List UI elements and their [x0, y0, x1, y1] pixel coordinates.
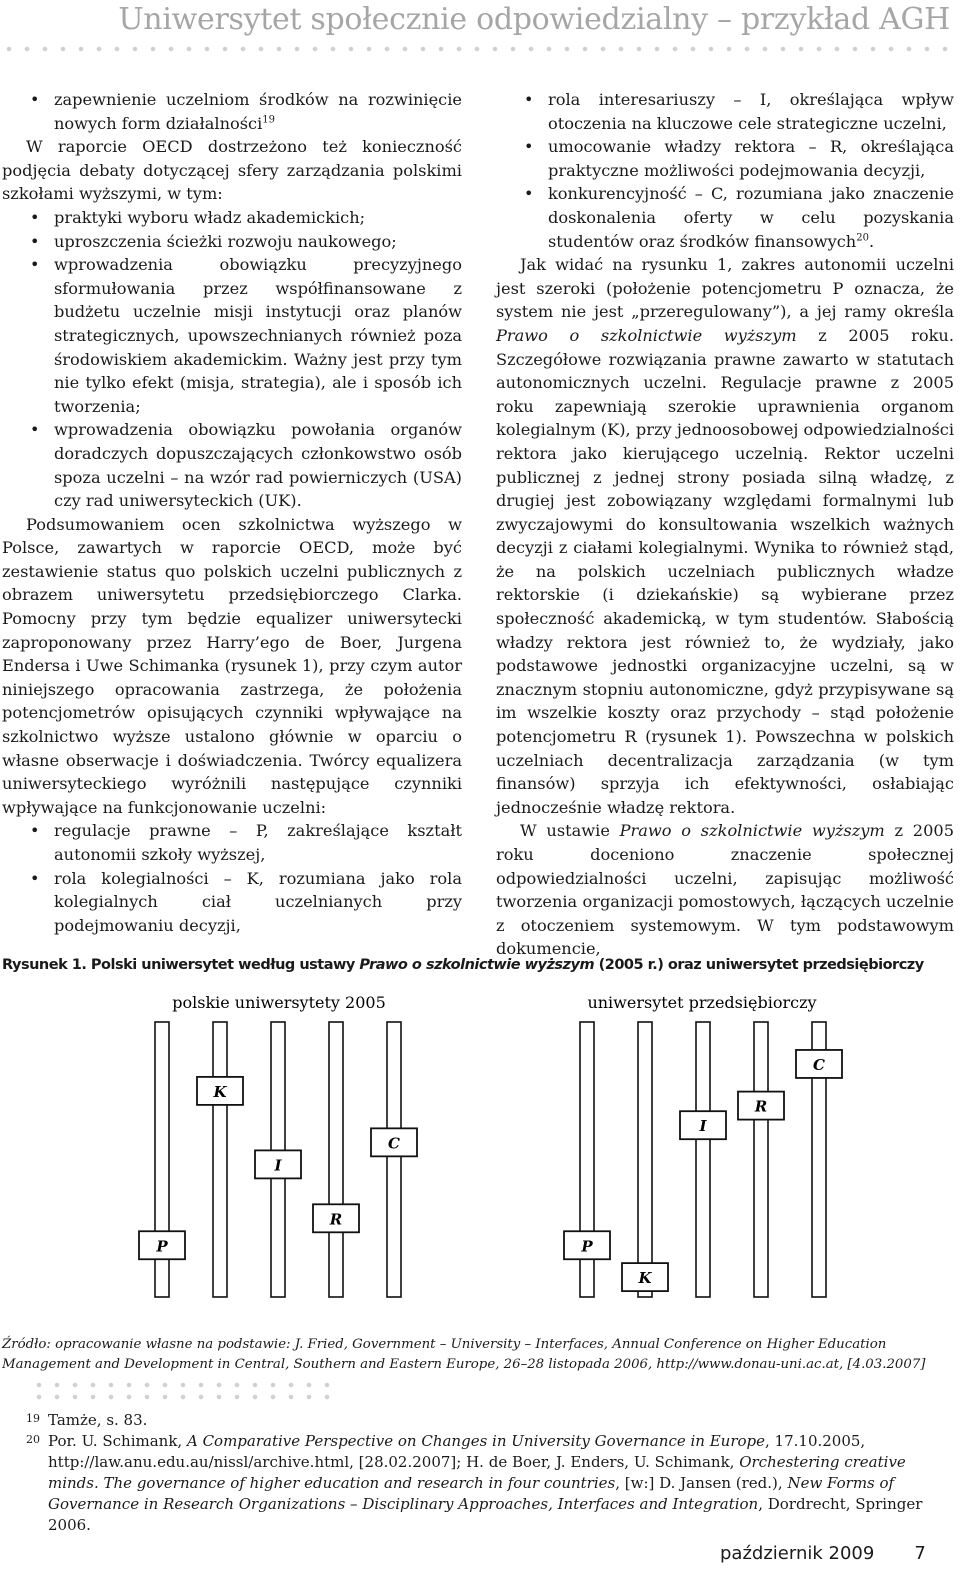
right-slider-label-i: I: [699, 1117, 707, 1136]
page-number: 7: [914, 1543, 926, 1564]
page-footer: [720, 1543, 926, 1564]
left-slider-rail-c: [387, 1022, 401, 1297]
left-slider-label-i: I: [274, 1156, 282, 1175]
paragraph: W ustawie Prawo o szkolnictwie wyższym z 2005 roku doceniono znaczenie społecznej odpowiedzialności uczelni, zapisując możliwość tworzenia organizacji pomostowych, łączących uczelnie z otoczeniem systemowym. W tym podstawowym dokumencie,: [496, 821, 954, 959]
list-item: • rola kolegialności – K, rozumiana jako rola kolegialnych ciał uczelnianych przy podejmowaniu decyzji,: [2, 867, 462, 938]
right-column: [496, 88, 954, 961]
list-item: • regulacje prawne – P, zakreślające kształt autonomii szkoły wyższej,: [2, 819, 462, 866]
left-slider-label-r: R: [329, 1210, 343, 1229]
left-slider-rail-k: [213, 1022, 227, 1297]
right-slider-label-r: R: [754, 1097, 768, 1116]
right-slider-rail-r: [754, 1022, 768, 1297]
left-slider-label-c: C: [388, 1134, 400, 1153]
paragraph: Podsumowaniem ocen szkolnictwa wyższego w Polsce, zawartych w raporcie OECD, może być zestawienie status quo polskich uczelni publicznych z obrazem uniwersytetu przedsiębiorczego Clarka. Pomocny przy tym będzie equalizer uniwersytecki zaproponowany przez Harry’ego de Boer, Jurgena Endersa i Uwe Schimanka (rysunek 1), przy czym autor niniejszego opracowania zastrzega, że położenia potencjometrów opisujących czynniki wpływające na szkolnictwo wyższe ustalono głównie w oparciu o własne obserwacje i doświadczenia. Twórcy equalizera uniwersyteckiego wyróżnili następujące czynniki wpływające na funkcjonowanie uczelni:: [2, 514, 462, 817]
footnote-dot-rule: [30, 1394, 330, 1400]
bullet-list: [2, 819, 462, 937]
right-slider-rail-k: [638, 1022, 652, 1297]
footnotes: [28, 1410, 952, 1536]
figure-caption: Rysunek 1. Polski uniwersytet według ustawy Prawo o szkolnictwie wyższym (2005 r.) oraz uniwersytet przedsiębiorczy: [2, 957, 924, 973]
left-column: [2, 88, 462, 937]
list-item: • wprowadzenia obowiązku precyzyjnego sformułowania przez współfinansowane z budżetu uczelnie misji instytucji oraz planów strategicznych, upowszechnianych również poza środowiskiem akademickim. Ważny jest przy tym nie tylko efekt (misja, strategia), ale i sposób ich tworzenia;: [2, 253, 462, 418]
figure-source: Źródło: opracowanie własne na podstawie: J. Fried, Government – University – Interfaces, Annual Conference on Higher Education Management and Development in Central, Southern and Eastern Europe, 26–28 listopada 2006, http://www.donau-uni.ac.at, [4.03.2007]: [2, 1337, 926, 1372]
issue-date: październik 2009: [720, 1543, 875, 1564]
right-panel-title: uniwersytet przedsiębiorczy: [587, 993, 817, 1012]
list-item: • wprowadzenia obowiązku powołania organów doradczych dopuszczających członkowstwo osób spoza uczelni – na wzór rad powierniczych (USA) czy rad uniwersyteckich (UK).: [2, 418, 462, 512]
bullet-list: [2, 206, 462, 513]
list-item: • konkurencyjność – C, rozumiana jako znaczenie doskonalenia oferty w celu pozyskania studentów oraz środków finansowych$^{20}$.: [496, 182, 954, 253]
paragraph: W raporcie OECD dostrzeżono też konieczność podjęcia debaty dotyczącej sfery zarządzania polskimi szkołami wyższymi, w tym:: [2, 137, 462, 204]
right-slider-label-k: K: [638, 1269, 652, 1288]
list-item: • uproszczenia ścieżki rozwoju naukowego;: [2, 230, 462, 254]
bullet-list: [496, 88, 954, 253]
running-header: Uniwersytet społecznie odpowiedzialny – przykład AGH: [118, 2, 950, 37]
list-item: • praktyki wyboru władz akademickich;: [2, 206, 462, 230]
equalizer-figure: [0, 982, 960, 1322]
left-equalizer-panel: [139, 1022, 417, 1297]
header-dot-rule: [0, 46, 960, 52]
list-item: • rola interesariuszy – I, określająca wpływ otoczenia na kluczowe cele strategiczne uczelni,: [496, 88, 954, 135]
list-item: • zapewnienie uczelniom środków na rozwinięcie nowych form działalności$^{19}$: [2, 88, 462, 135]
right-slider-label-c: C: [813, 1055, 825, 1074]
paragraph: Jak widać na rysunku 1, zakres autonomii uczelni jest szeroki (położenie potencjometru P oznacza, że system nie jest „przeregulowany”), a jej ramy określa Prawo o szkolnictwie wyższym z 2005 roku. Szczegółowe rozwiązania prawne zawarto w statutach autonomicznych uczelni. Regulacje prawne z 2005 roku zapewniają szerokie uprawnienia organom kolegialnym (K), przy jednoosobowej odpowiedzialności rektora jako kierującego uczelnią. Rektor uczelni publicznej z jednej strony posiada silną władzę, z drugiej jest zobowiązany względami formalnymi lub zwyczajowymi do konsultowania wszelkich ważnych decyzji z ciałami kolegialnymi. Wynika to również stąd, że na polskich uczelniach publicznych władze rektorskie (i dziekańskie) są wybierane przez społeczność akademicką, w tym studentów. Słabością władzy rektora jest również to, że wydziały, jako podstawowe jednostki organizacyjne uczelni, są w znacznym stopniu autonomiczne, gdyż przypisywane są im wszelkie koszty oraz przychody – stąd położenie potencjometru R (rysunek 1). Powszechna w polskich uczelniach decentralizacja zarządzania (w tym finansów) sprzyja ich efektywności, osłabiając jednocześnie władzę rektora.: [496, 255, 954, 817]
left-panel-title: polskie uniwersytety 2005: [172, 993, 386, 1012]
left-slider-label-k: K: [213, 1082, 227, 1101]
right-equalizer-panel: [564, 1022, 842, 1297]
left-slider-label-p: P: [156, 1237, 168, 1256]
left-slider-rail-r: [329, 1022, 343, 1297]
footnote: 20 Por. U. Schimank, A Comparative Perspective on Changes in University Governance in Europe, 17.10.2005, http://law.anu.edu.au/nissl/archive.html, [28.02.2007]; H. de Boer, J. Enders, U. Schimank, Orchestering creative minds. The governance of higher education and research in four countries, [w:] D. Jansen (red.), New Forms of Governance in Research Organizations – Disciplinary Approaches, Interfaces and Integration, Dordrecht, Springer 2006.: [26, 1432, 923, 1534]
right-slider-label-p: P: [581, 1237, 593, 1256]
footnote-dot-rule: [30, 1382, 330, 1388]
list-item: • umocowanie władzy rektora – R, określająca praktyczne możliwości podejmowania decyzji,: [496, 135, 954, 182]
right-slider-rail-i: [696, 1022, 710, 1297]
footnote: 19 Tamże, s. 83.: [26, 1411, 148, 1429]
